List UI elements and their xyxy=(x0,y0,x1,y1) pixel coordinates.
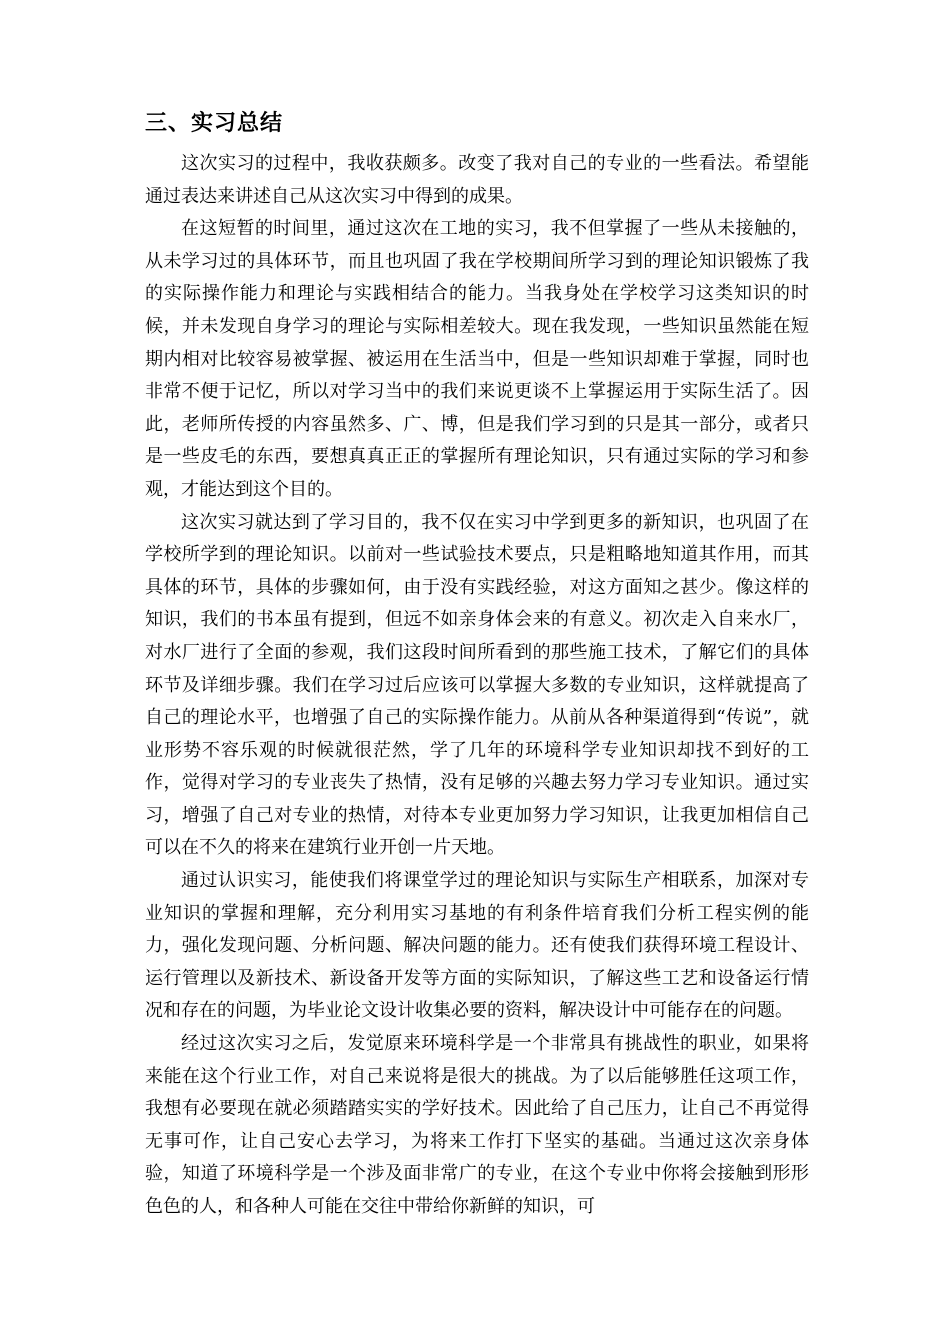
document-body xyxy=(145,148,809,1224)
paragraph: 这次实习就达到了学习目的，我不仅在实习中学到更多的新知识，也巩固了在学校所学到的理论知识。以前对一些试验技术要点，只是粗略地知道其作用，而其具体的环节，具体的步骤如何，由于没有实践经验，对这方面知之甚少。像这样的知识，我们的书本虽有提到，但远不如亲身体会来的有意义。初次走入自来水厂，对水厂进行了全面的参观，我们这段时间所看到的那些施工技术，了解它们的具体环节及详细步骤。我们在学习过后应该可以掌握大多数的专业知识，这样就提高了自己的理论水平，也增强了自己的实际操作能力。从前从各种渠道得到“传说”，就业形势不容乐观的时候就很茫然，学了几年的环境科学专业知识却找不到好的工作，觉得对学习的专业丧失了热情，没有足够的兴趣去努力学习专业知识。通过实习，增强了自己对专业的热情，对待本专业更加努力学习知识，让我更加相信自己可以在不久的将来在建筑行业开创一片天地。 xyxy=(145,511,809,859)
section-heading: 三、实习总结 xyxy=(145,111,284,136)
paragraph: 在这短暂的时间里，通过这次在工地的实习，我不但掌握了一些从未接触的，从未学习过的具体环节，而且也巩固了我在学校期间所学习到的理论知识锻炼了我的实际操作能力和理论与实践相结合的能力。当我身处在学校学习这类知识的时候，并未发现自身学习的理论与实际相差较大。现在我发现，一些知识虽然能在短期内相对比较容易被掌握、被运用在生活当中，但是一些知识却难于掌握，同时也非常不便于记忆，所以对学习当中的我们来说更谈不上掌握运用于实际生活了。因此，老师所传授的内容虽然多、广、博，但是我们学习到的只是其一部分，或者只是一些皮毛的东西，要想真真正正的掌握所有理论知识，只有通过实际的学习和参观，才能达到这个目的。 xyxy=(145,218,809,500)
paragraph: 经过这次实习之后，发觉原来环境科学是一个非常具有挑战性的职业，如果将来能在这个行业工作，对自己来说将是很大的挑战。为了以后能够胜任这项工作，我想有必要现在就必须踏踏实实的学好技术。因此给了自己压力，让自己不再觉得无事可作，让自己安心去学习，为将来工作打下坚实的基础。当通过这次亲身体验，知道了环境科学是一个涉及面非常广的专业，在这个专业中你将会接触到形形色色的人，和各种人可能在交往中带给你新鲜的知识，可 xyxy=(145,1033,809,1217)
paragraph: 通过认识实习，能使我们将课堂学过的理论知识与实际生产相联系，加深对专业知识的掌握和理解，充分利用实习基地的有利条件培育我们分析工程实例的能力，强化发现问题、分析问题、解决问题的能力。还有使我们获得环境工程设计、运行管理以及新技术、新设备开发等方面的实际知识，了解这些工艺和设备运行情况和存在的问题，为毕业论文设计收集必要的资料，解决设计中可能存在的问题。 xyxy=(145,870,809,1022)
paragraph: 这次实习的过程中，我收获颇多。改变了我对自己的专业的一些看法。希望能通过表达来讲述自己从这次实习中得到的成果。 xyxy=(145,153,809,207)
